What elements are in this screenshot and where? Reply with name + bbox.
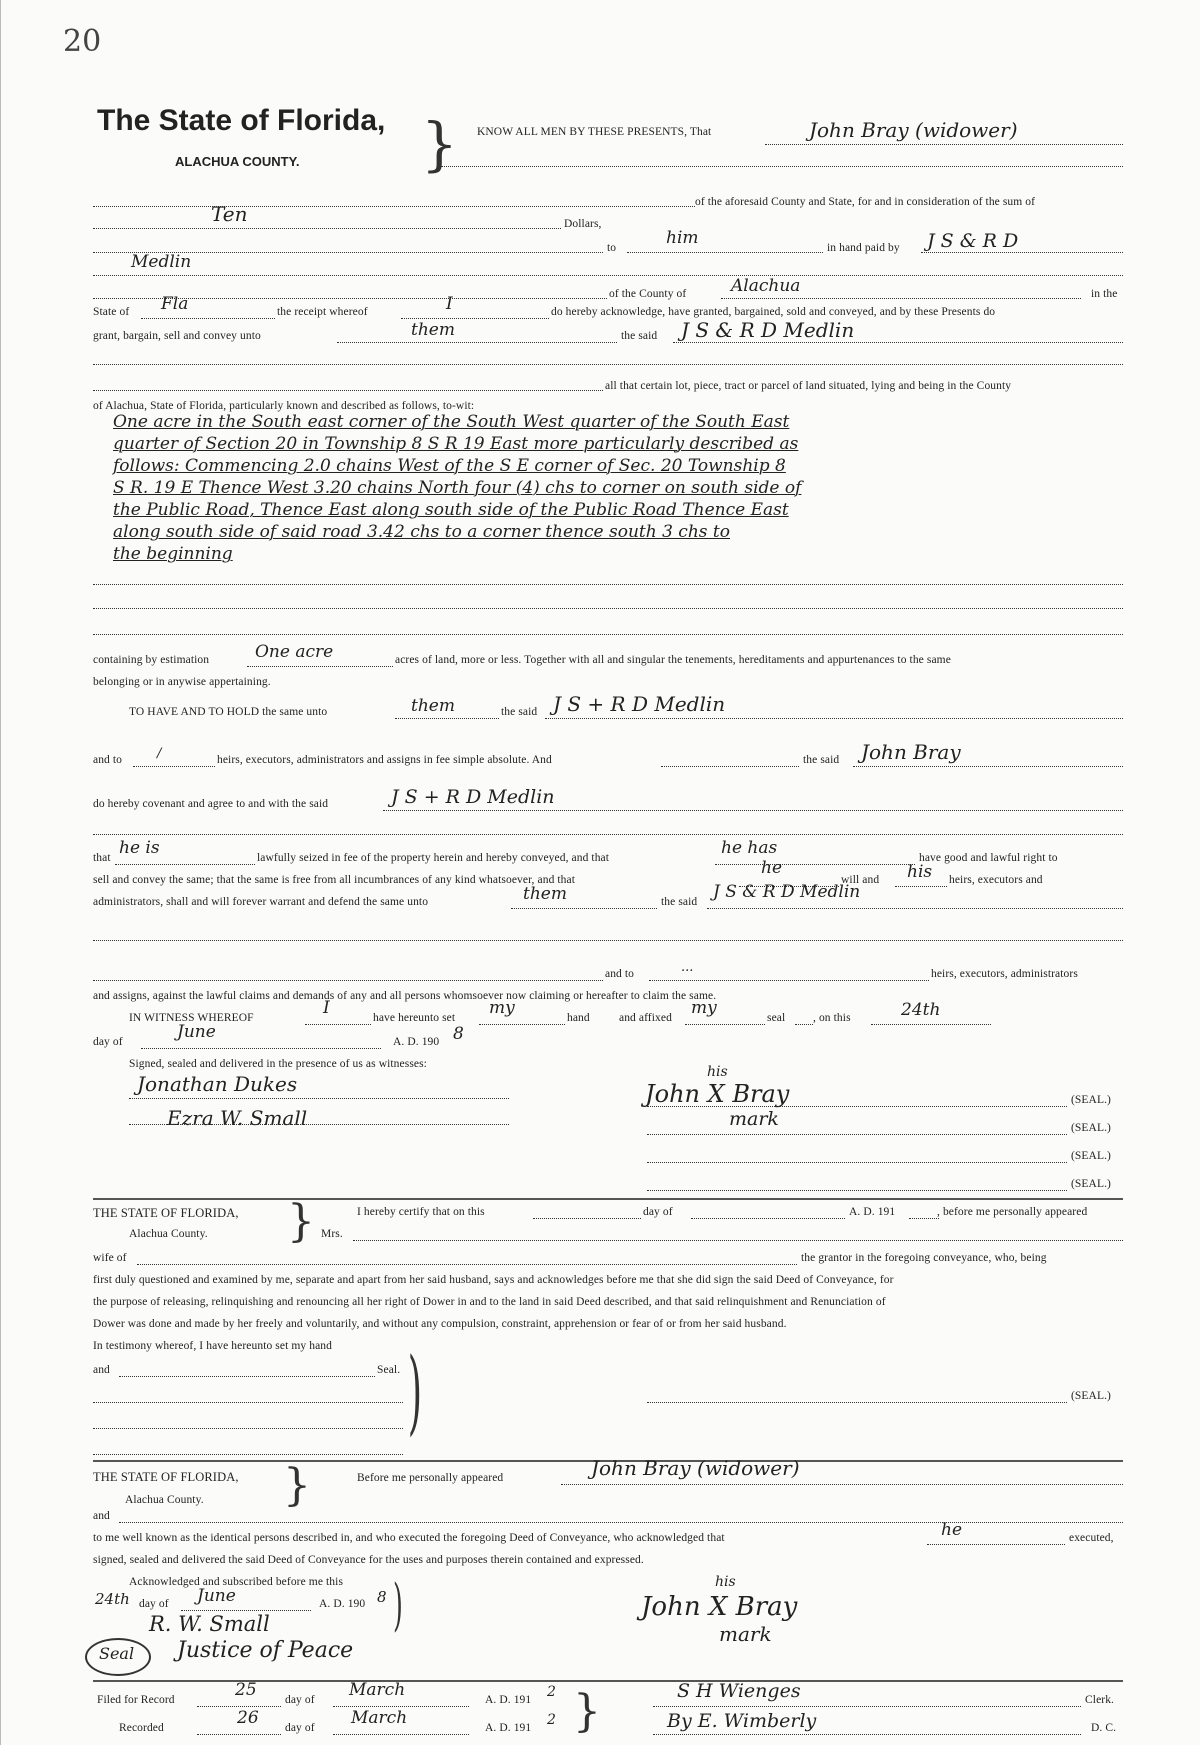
dower-before: , before me personally appeared xyxy=(937,1206,1088,1218)
dower-state: THE STATE OF FLORIDA, xyxy=(93,1206,239,1220)
description-line: the beginning xyxy=(113,544,233,564)
of-county-label: of the County of xyxy=(609,288,687,300)
line xyxy=(647,1402,1067,1403)
dower-line1: first duly questioned and examined by me, separate and apart from her said husband, says and acknowledges before me that she did sign the said Deed of Conveyance, for xyxy=(93,1274,894,1286)
witness-label: IN WITNESS WHEREOF xyxy=(129,1012,254,1024)
filed-day-of: day of xyxy=(285,1694,315,1706)
line xyxy=(479,1024,565,1025)
heirs-text: heirs, executors, administrators and assigns in fee simple absolute. And xyxy=(217,754,552,766)
hand-text: hand xyxy=(567,1012,590,1024)
line xyxy=(707,908,1123,909)
containing-rest: acres of land, more or less. Together with all and singular the tenements, hereditaments and appurtenances to the same xyxy=(395,654,951,666)
and-to-hand: / xyxy=(157,746,162,761)
ack-day-of: day of xyxy=(139,1598,169,1610)
amount-hand: Ten xyxy=(211,202,248,226)
line xyxy=(533,1218,641,1219)
ack-mark-hand: mark xyxy=(719,1622,772,1646)
signed-text: Signed, sealed and delivered in the presence of us as witnesses: xyxy=(129,1058,427,1070)
he-has-hand: he has xyxy=(721,838,778,858)
habendum-label: TO HAVE AND TO HOLD the same unto xyxy=(129,706,328,718)
signature-his-hand: his xyxy=(707,1064,728,1080)
he-hand: he xyxy=(761,858,783,878)
line xyxy=(853,766,1123,767)
line xyxy=(337,342,617,343)
mrs-label: Mrs. xyxy=(321,1228,343,1240)
line xyxy=(647,1134,1067,1135)
ack-signature-hand: John X Bray xyxy=(641,1592,798,1622)
ack-officer-hand: R. W. Small xyxy=(149,1612,270,1636)
will-and-text: will and xyxy=(841,874,880,886)
and-to-label: and to xyxy=(93,754,123,766)
header-brace: } xyxy=(421,110,458,178)
state-hand: Fla xyxy=(161,294,189,314)
line xyxy=(333,1706,469,1707)
line xyxy=(141,1048,381,1049)
dower-ad: A. D. 191 xyxy=(849,1206,896,1218)
line xyxy=(647,1162,1067,1163)
dower-seal: Seal. xyxy=(377,1364,401,1376)
line xyxy=(129,1124,509,1125)
line xyxy=(649,980,929,981)
wife-of-label: wife of xyxy=(93,1252,127,1264)
line xyxy=(181,1610,311,1611)
seized-and-to-hand: ... xyxy=(681,960,694,975)
ack-day-hand: 24th xyxy=(95,1590,130,1608)
line xyxy=(93,228,561,229)
to-label: to xyxy=(607,242,617,254)
state-title: The State of Florida, xyxy=(97,104,386,137)
that-label: that xyxy=(93,852,111,864)
seized-the-said: the said xyxy=(661,896,698,908)
line xyxy=(133,766,215,767)
description-line: One acre in the South east corner of the South West quarter of the South East xyxy=(113,412,790,432)
dower-brace: } xyxy=(287,1196,315,1247)
dower-day-of: day of xyxy=(643,1206,673,1218)
county-title: ALACHUA COUNTY. xyxy=(175,154,300,169)
in-the-label: in the xyxy=(1091,288,1118,300)
line xyxy=(119,1522,1123,1523)
admins-text: administrators, shall and will forever warrant and defend the same unto xyxy=(93,896,429,908)
dower-seal-label: (SEAL.) xyxy=(1071,1390,1111,1402)
ack-sub-text: Acknowledged and subscribed before me this xyxy=(129,1576,344,1588)
witness-ad-text: A. D. 190 xyxy=(393,1036,440,1048)
witness-my-hand: my xyxy=(489,998,515,1018)
assigns-text: and assigns, against the lawful claims and demands of any and all persons whomsoever now claiming or hereafter to claim the same. xyxy=(93,990,717,1002)
receipt-hand: I xyxy=(446,294,453,314)
habendum-the-said2: the said xyxy=(803,754,840,766)
line xyxy=(927,1544,1065,1545)
line xyxy=(333,1734,469,1735)
rec-day-hand: 26 xyxy=(237,1708,259,1728)
witness2-hand: Ezra W. Small xyxy=(167,1106,308,1130)
line xyxy=(511,908,657,909)
line xyxy=(93,275,1123,276)
grantor-name-hand: John Bray (widower) xyxy=(809,118,1018,142)
witness-year-hand: 8 xyxy=(453,1024,464,1044)
line xyxy=(627,252,823,253)
line xyxy=(561,1484,1123,1485)
containing-hand: One acre xyxy=(255,642,334,662)
paid-by-label: in hand paid by xyxy=(827,242,900,254)
habendum-grantor-hand: John Bray xyxy=(861,740,961,764)
heirs-exec-admins-text: heirs, executors, administrators xyxy=(931,968,1078,980)
testimony-brace: ) xyxy=(407,1338,423,1445)
consideration-text: of the aforesaid County and State, for and in consideration of the sum of xyxy=(695,196,1036,208)
dower-and: and xyxy=(93,1364,110,1376)
line xyxy=(921,252,1123,253)
filing-brace: } xyxy=(573,1686,601,1737)
dower-line2: the purpose of releasing, relinquishing and renouncing all her right of Dower in and to the land in said Deed described, and that said relinquishment and Renunciation of xyxy=(93,1296,886,1308)
his-hand: his xyxy=(907,862,933,882)
line xyxy=(137,1264,797,1265)
seal-label: (SEAL.) xyxy=(1071,1178,1111,1190)
grantor-text: the grantor in the foregoing conveyance, who, being xyxy=(801,1252,1047,1264)
county-hand: Alachua xyxy=(731,276,801,296)
dc-label: D. C. xyxy=(1091,1722,1117,1734)
line xyxy=(395,718,499,719)
know-all-text: KNOW ALL MEN BY THESE PRESENTS, That xyxy=(477,126,712,138)
dollars-label: Dollars, xyxy=(564,218,602,230)
description-line: quarter of Section 20 in Township 8 S R 19 East more particularly described as xyxy=(113,434,799,454)
heirs-exec-text: heirs, executors and xyxy=(949,874,1043,886)
state-of-label: State of xyxy=(93,306,130,318)
line xyxy=(653,1706,1081,1707)
ack-year-hand: 8 xyxy=(377,1588,387,1606)
seized-and-to: and to xyxy=(605,968,635,980)
filed-year-hand: 2 xyxy=(547,1684,556,1700)
filed-label: Filed for Record xyxy=(97,1694,175,1706)
line xyxy=(721,298,1081,299)
ack-before: Before me personally appeared xyxy=(357,1472,504,1484)
ack-brace: } xyxy=(283,1460,311,1511)
line xyxy=(401,318,549,319)
line xyxy=(197,1734,281,1735)
line xyxy=(93,1428,403,1429)
ack-and: and xyxy=(93,1510,110,1522)
witness-my2-hand: my xyxy=(691,998,717,1018)
have-good-text: have good and lawful right to xyxy=(919,852,1058,864)
line xyxy=(661,766,799,767)
ack-state: THE STATE OF FLORIDA, xyxy=(93,1470,239,1484)
grantee-hand: J S & R D Medlin xyxy=(681,318,855,342)
acknowledge-text: do hereby acknowledge, have granted, bargained, sold and conveyed, and by these Presents do xyxy=(551,306,996,318)
ack-appeared-hand: John Bray (widower) xyxy=(591,1456,800,1480)
line xyxy=(93,1402,403,1403)
ack-seal-hand: Seal xyxy=(99,1644,135,1663)
line xyxy=(871,1024,991,1025)
them-hand: them xyxy=(523,884,567,904)
rec-year-hand: 2 xyxy=(547,1712,556,1728)
description-line: S R. 19 E Thence West 3.20 chains North four (4) chs to corner on south side of xyxy=(113,478,802,498)
habendum-grantee-hand: J S + R D Medlin xyxy=(553,692,726,716)
line xyxy=(93,940,1123,941)
line xyxy=(247,666,393,667)
line xyxy=(715,864,915,865)
dower-county: Alachua County. xyxy=(129,1228,208,1240)
seal-on-text: seal xyxy=(767,1012,786,1024)
seal-label: (SEAL.) xyxy=(1071,1122,1111,1134)
line xyxy=(129,1098,509,1099)
ack-seal-oval xyxy=(85,1638,151,1676)
line xyxy=(647,1190,1067,1191)
witness-month-hand: June xyxy=(177,1022,216,1042)
known-line-text: to me well known as the identical persons described in, and who executed the foregoing Deed of Conveyance, who acknowledged that xyxy=(93,1532,725,1544)
line xyxy=(685,1024,765,1025)
line xyxy=(653,1734,1081,1735)
line xyxy=(141,318,275,319)
all-that-text: all that certain lot, piece, tract or parcel of land situated, lying and being in the County xyxy=(605,380,1012,392)
ack-month-hand: June xyxy=(197,1586,236,1606)
containing-line2: belonging or in anywise appertaining. xyxy=(93,676,271,688)
line xyxy=(795,1024,813,1025)
ack-date-brace: ) xyxy=(393,1573,403,1638)
description-line: the Public Road, Thence East along south side of the Public Road Thence East xyxy=(113,500,789,520)
description-line: along south side of said road 3.42 chs to a corner thence south 3 chs to xyxy=(113,522,730,542)
he-is-hand: he is xyxy=(119,838,160,858)
line xyxy=(383,810,1123,811)
on-this-text: , on this xyxy=(813,1012,851,1024)
seal-label: (SEAL.) xyxy=(1071,1150,1111,1162)
have-hereunto-text: have hereunto set xyxy=(373,1012,456,1024)
ack-ad: A. D. 190 xyxy=(319,1598,366,1610)
grantee-pronoun-hand: them xyxy=(411,320,455,340)
ack-county: Alachua County. xyxy=(125,1494,204,1506)
filed-ad: A. D. 191 xyxy=(485,1694,532,1706)
page-number: 20 xyxy=(63,24,102,59)
filed-day-hand: 25 xyxy=(235,1680,257,1700)
line xyxy=(93,834,1123,835)
of-alachua-text: of Alachua, State of Florida, particularly known and described as follows, to-wit: xyxy=(93,400,475,412)
seized-grantee-hand: J S & R D Medlin xyxy=(713,882,861,902)
dower-line3: Dower was done and made by her freely and voluntarily, and without any compulsion, constraint, apprehension or fear of or from her said husband. xyxy=(93,1318,787,1330)
witness1-hand: Jonathan Dukes xyxy=(137,1072,298,1096)
day-of-text: day of xyxy=(93,1036,123,1048)
line xyxy=(909,1218,939,1219)
testimony-text: In testimony whereof, I have hereunto set my hand xyxy=(93,1340,332,1352)
grantor-signature-hand: John X Bray xyxy=(645,1080,790,1108)
seal-label: (SEAL.) xyxy=(1071,1094,1111,1106)
line xyxy=(93,390,603,391)
line xyxy=(545,718,1123,719)
filed-month-hand: March xyxy=(349,1680,406,1700)
certify-text: I hereby certify that on this xyxy=(357,1206,485,1218)
containing-label: containing by estimation xyxy=(93,654,210,666)
ack-his-hand: his xyxy=(715,1574,736,1590)
covenant-hand: J S + R D Medlin xyxy=(391,786,555,808)
line xyxy=(647,1106,1067,1107)
line xyxy=(115,864,255,865)
recorded-label: Recorded xyxy=(119,1722,164,1734)
affixed-text: and affixed xyxy=(619,1012,672,1024)
rec-ad: A. D. 191 xyxy=(485,1722,532,1734)
dc-hand: By E. Wimberly xyxy=(667,1710,817,1732)
line xyxy=(305,1024,371,1025)
description-line: follows: Commencing 2.0 chains West of the S E corner of Sec. 20 Township 8 xyxy=(113,456,786,476)
payee-hand: Medlin xyxy=(131,252,192,272)
sell-line-text: sell and convey the same; that the same is free from all incumbrances of any kind whatsoever, and that xyxy=(93,874,576,886)
grant-line-text: grant, bargain, sell and convey unto xyxy=(93,330,261,342)
ack-he-hand: he xyxy=(941,1520,963,1540)
rec-month-hand: March xyxy=(351,1708,408,1728)
witness-i-hand: I xyxy=(323,998,330,1018)
line xyxy=(93,1454,403,1455)
paid-by-hand: J S & R D xyxy=(927,230,1019,252)
witness-day-hand: 24th xyxy=(901,1000,941,1020)
clerk-label: Clerk. xyxy=(1085,1694,1115,1706)
header-line-1 xyxy=(765,144,1123,145)
ack-title-hand: Justice of Peace xyxy=(177,1638,354,1663)
signed-line-text: signed, sealed and delivered the said Deed of Conveyance for the uses and purposes therein contained and expressed. xyxy=(93,1554,644,1566)
section-divider xyxy=(93,1198,1123,1200)
covenant-text: do hereby covenant and agree to and with the said xyxy=(93,798,329,810)
habendum-the-said: the said xyxy=(501,706,538,718)
line xyxy=(197,1706,281,1707)
line xyxy=(895,886,947,887)
habendum-pronoun-hand: them xyxy=(411,696,455,716)
header-line-2 xyxy=(441,166,1123,167)
line xyxy=(93,584,1123,585)
line xyxy=(353,1240,1123,1241)
clerk-hand: S H Wienges xyxy=(677,1680,801,1702)
receipt-label: the receipt whereof xyxy=(277,306,368,318)
line xyxy=(93,364,1123,365)
line xyxy=(691,1218,845,1219)
to-hand: him xyxy=(666,228,699,248)
line xyxy=(673,342,1123,343)
line xyxy=(93,980,603,981)
line xyxy=(93,634,1123,635)
rec-day-of: day of xyxy=(285,1722,315,1734)
executed-text: executed, xyxy=(1069,1532,1114,1544)
line xyxy=(93,608,1123,609)
lawfully-text: lawfully seized in fee of the property herein and hereby conveyed, and that xyxy=(257,852,610,864)
signature-mark-hand: mark xyxy=(729,1108,779,1130)
line xyxy=(93,206,695,207)
line xyxy=(119,1376,375,1377)
the-said-label: the said xyxy=(621,330,658,342)
